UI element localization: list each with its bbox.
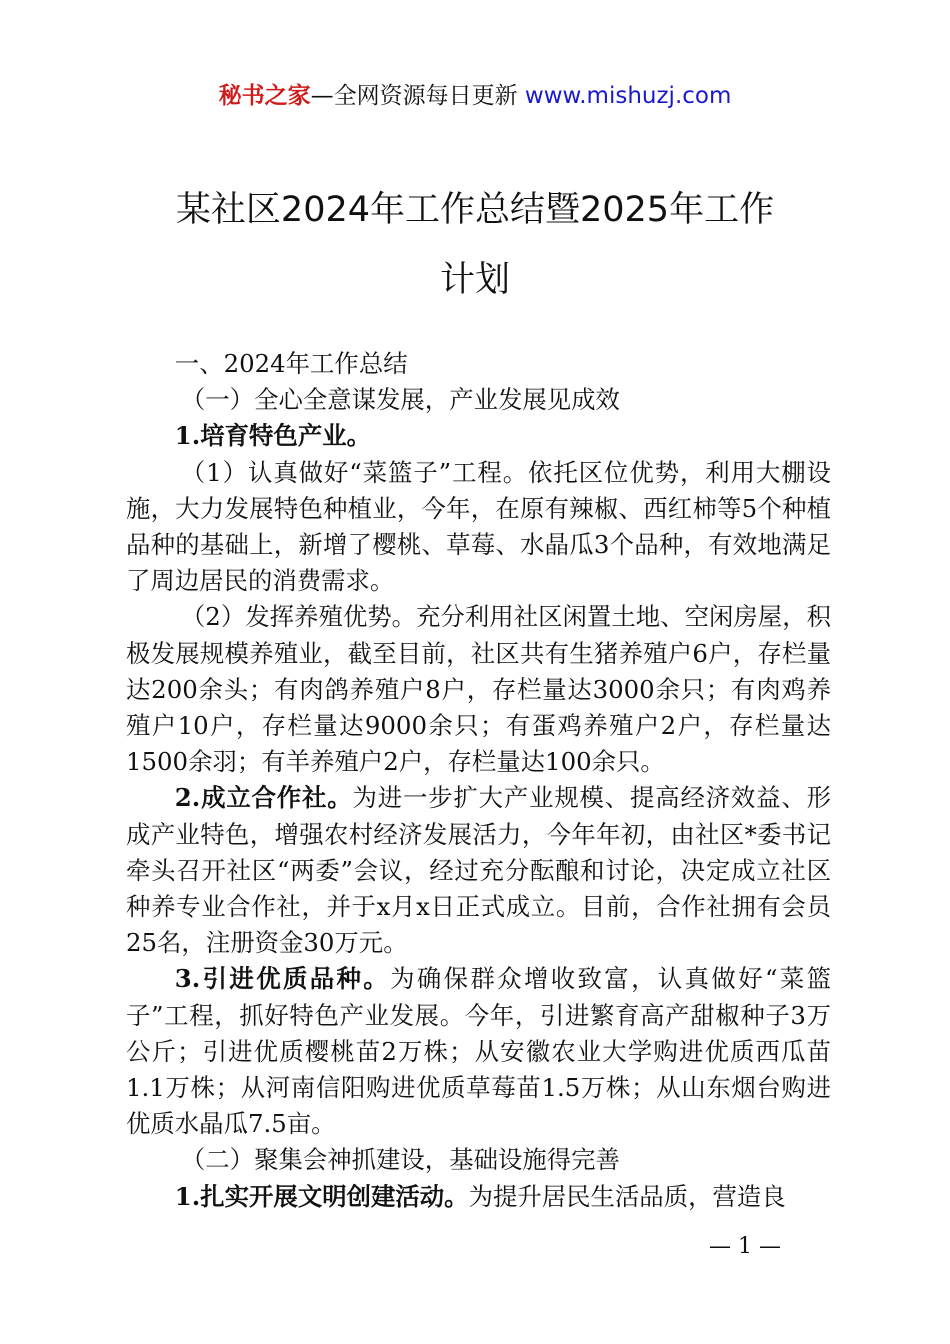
- subsection-heading-2: （二）聚集会神抓建设，基础设施得完善: [180, 1145, 620, 1175]
- paragraph-2-lead: 2.成立合作社。: [174, 783, 353, 813]
- document-body: [126, 346, 831, 1215]
- paragraph-2: [126, 780, 831, 961]
- item-heading-1: 1.培育特色产业。: [174, 421, 371, 451]
- paragraph-1-2: （2）发挥养殖优势。充分利用社区闲置土地、空闲房屋，积极发展规模养殖业，截至目前，社区共有生猪养殖户6户，存栏量达200余头；有肉鸽养殖户8户，存栏量达3000余只；有肉鸡养殖户10户，存栏量达9000余只；有蛋鸡养殖户2户，存栏量达1500余羽；有羊养殖户2户，存栏量达100余只。: [126, 602, 831, 777]
- site-url-link[interactable]: www.mishuzj.com: [524, 83, 732, 109]
- paragraph-1-1: （1）认真做好“菜篮子”工程。依托区位优势，利用大棚设施，大力发展特色种植业，今年，在原有辣椒、西红柿等5个种植品种的基础上，新增了樱桃、草莓、水晶瓜3个品种，有效地满足了周边居民的消费需求。: [126, 457, 831, 596]
- paragraph-3-text: 为确保群众增收致富，认真做好“菜篮子”工程，抓好特色产业发展。今年，引进繁育高产甜椒种子3万公斤；引进优质樱桃苗2万株；从安徽农业大学购进优质西瓜苗1.1万株；从河南信阳购进优质草莓苗1.5万株；从山东烟台购进优质水晶瓜7.5亩。: [126, 964, 831, 1139]
- paragraph-3-lead: 3.引进优质品种。: [174, 964, 391, 994]
- subsection-heading-1: （一）全心全意谋发展，产业发展见成效: [180, 385, 620, 415]
- page-number: — 1 —: [709, 1234, 781, 1259]
- paragraph-4-lead: 1.扎实开展文明创建活动。: [174, 1181, 469, 1211]
- document-title-line-2: 计划: [439, 260, 510, 300]
- section-heading-1: 一、2024年工作总结: [174, 349, 408, 378]
- document-title-line-1: 某社区2024年工作总结暨2025年工作: [175, 190, 775, 230]
- paragraph-2-text: 为进一步扩大产业规模、提高经济效益、形成产业特色，增强农村经济发展活力，今年年初，由社区*委书记牵头召开社区“两委”会议，经过充分酝酿和讨论，决定成立社区种养专业合作社，并于x月x日正式成立。目前，合作社拥有会员25名，注册资金30万元。: [126, 783, 831, 958]
- paragraph-4: [126, 1179, 831, 1215]
- paragraph-3: [126, 961, 831, 1142]
- site-header: [0, 80, 950, 112]
- brand-name: 秘书之家: [218, 83, 311, 109]
- header-tagline: —全网资源每日更新: [310, 83, 525, 109]
- paragraph-4-text: 为提升居民生活品质，营造良: [468, 1181, 786, 1211]
